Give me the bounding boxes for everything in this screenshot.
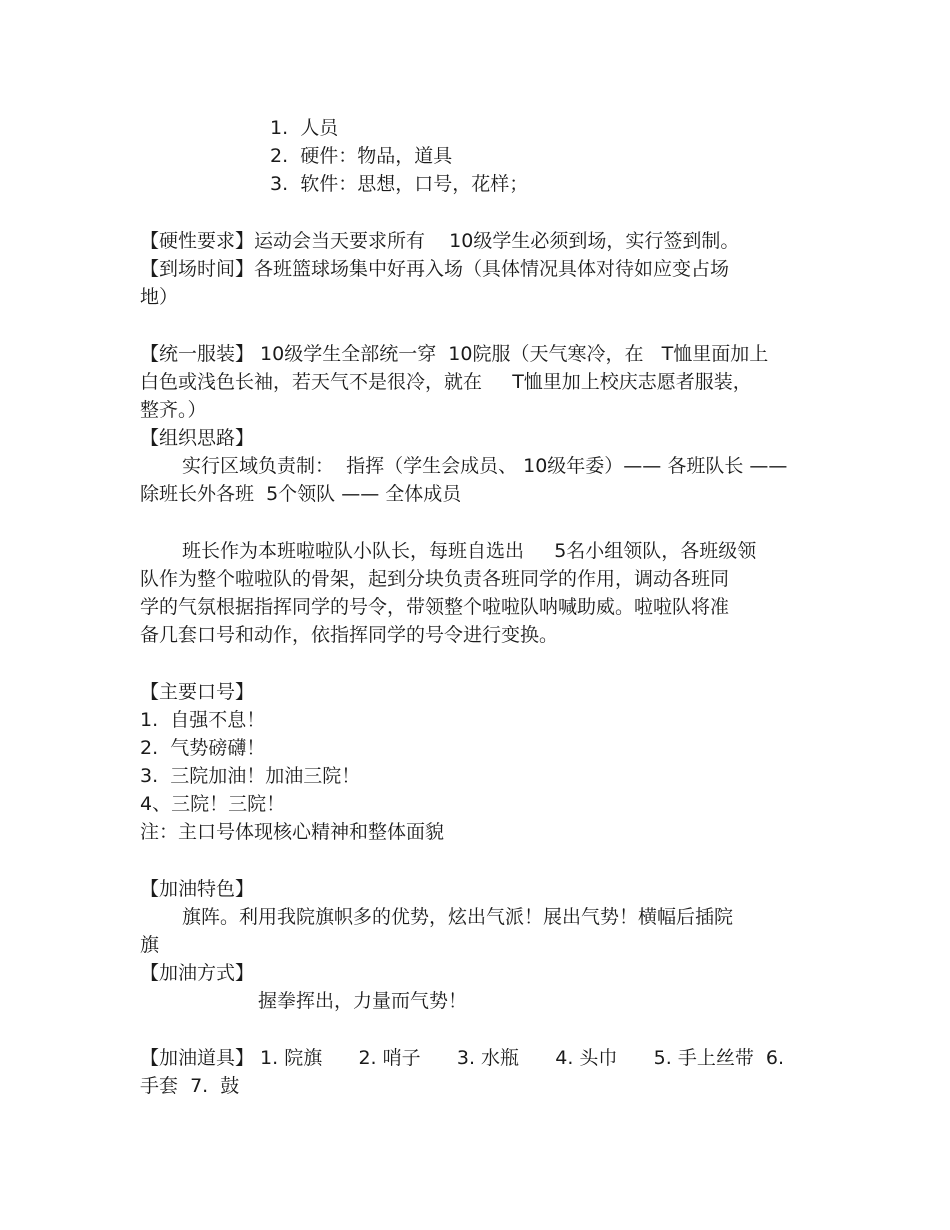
squad-paragraph-line: 班长作为本班啦啦队小队长，每班自选出 5名小组领队，各班级领 [182, 540, 757, 562]
squad-paragraph-line: 备几套口号和动作，依指挥同学的号令进行变换。 [140, 624, 559, 646]
squad-paragraph-line: 队作为整个啦啦队的骨架，起到分块负责各班同学的作用，调动各班同 [140, 568, 730, 590]
hard-requirement-line: 【硬性要求】运动会当天要求所有 10级学生必须到场，实行签到制。 [140, 230, 740, 252]
arrival-line: 【到场时间】各班篮球场集中好再入场（具体情况具体对待如应变占场 [140, 258, 730, 280]
method-heading: 【加油方式】 [140, 962, 255, 984]
arrival-line: 地） [140, 286, 179, 308]
slogan-item: 2. 气势磅礴！ [140, 737, 266, 759]
props-line: 【加油道具】 1. 院旗 2. 哨子 3. 水瓶 4. 头巾 5. 手上丝带 6. [140, 1047, 785, 1069]
organization-line: 除班长外各班 5个领队 —— 全体成员 [140, 483, 462, 505]
organization-heading: 【组织思路】 [140, 427, 255, 449]
organization-line: 实行区域负责制： 指挥（学生会成员、 10级年委）—— 各班队长 —— [182, 455, 788, 477]
slogan-item: 3. 三院加油！加油三院！ [140, 765, 361, 787]
feature-line: 旗 [140, 934, 160, 956]
slogans-heading: 【主要口号】 [140, 681, 255, 703]
slogan-item: 4、三院！三院！ [140, 793, 286, 815]
props-line: 手套 7. 鼓 [140, 1075, 240, 1097]
intro-list-item: 1. 人员 [270, 117, 339, 139]
slogan-item: 1. 自强不息！ [140, 709, 266, 731]
uniform-line: 白色或浅色长袖，若天气不是很冷，就在 T恤里加上校庆志愿者服装， [140, 371, 752, 393]
intro-list-item: 3. 软件：思想，口号，花样； [270, 173, 529, 195]
uniform-line: 【统一服装】 10级学生全部统一穿 10院服（天气寒冷，在 T恤里面加上 [140, 343, 769, 365]
method-line: 握拳挥出，力量而气势！ [258, 990, 468, 1012]
slogans-note: 注：主口号体现核心精神和整体面貌 [140, 821, 445, 843]
feature-line: 旗阵。利用我院旗帜多的优势，炫出气派！展出气势！横幅后插院 [182, 906, 734, 928]
intro-list-item: 2. 硬件：物品，道具 [270, 145, 453, 167]
uniform-line: 整齐。） [140, 399, 207, 421]
squad-paragraph-line: 学的气氛根据指挥同学的号令，带领整个啦啦队呐喊助威。啦啦队将准 [140, 596, 730, 618]
feature-heading: 【加油特色】 [140, 878, 255, 900]
